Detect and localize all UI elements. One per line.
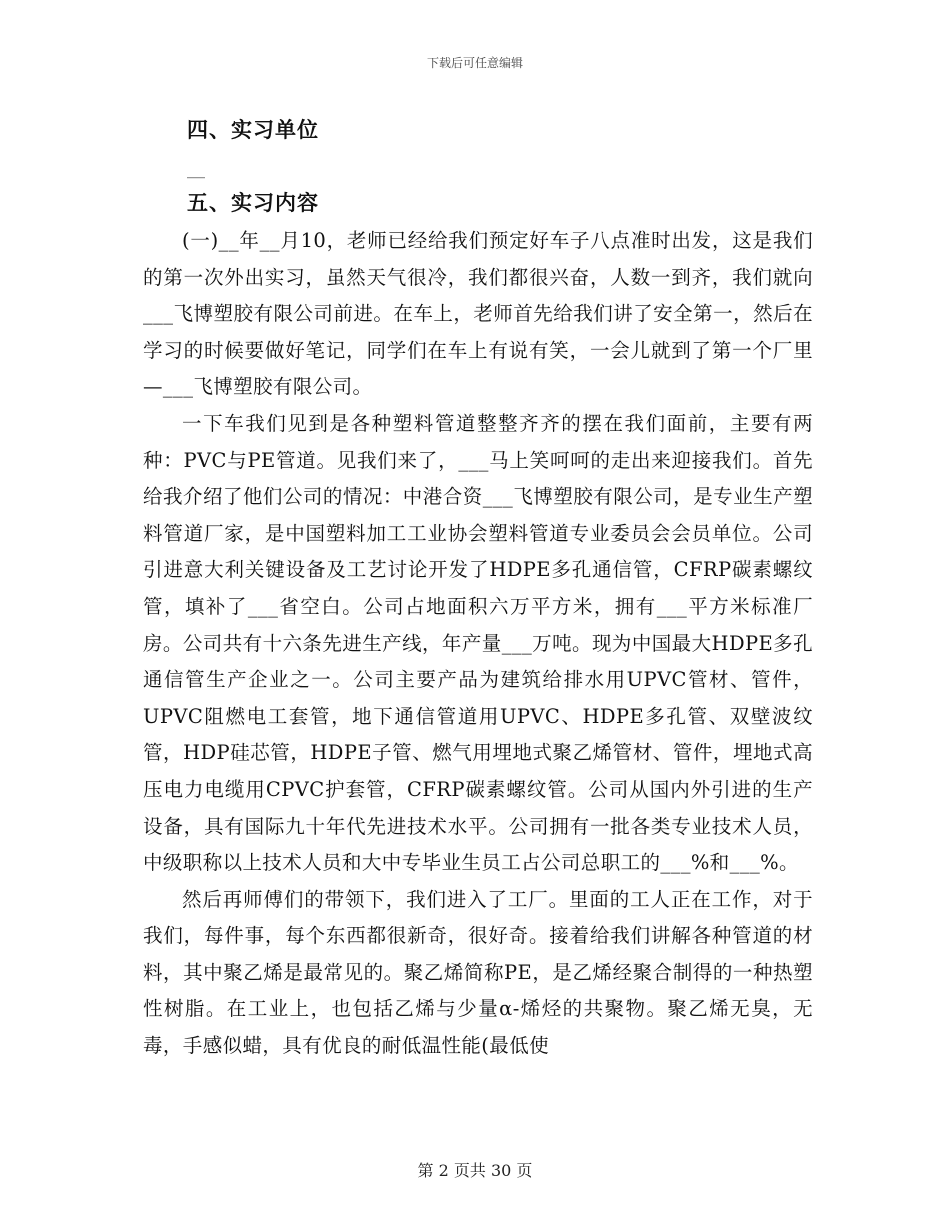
page-header-note: 下载后可任意编辑 xyxy=(426,56,523,70)
paragraph-factory-visit: 然后再师傅们的带领下，我们进入了工厂。里面的工人正在工作，对于我们，每件事，每个东西都很新奇，很好奇。接着给我们讲解各种管道的材料，其中聚乙烯是最常见的。聚乙烯简称PE，是乙烯经聚合制得的一种热塑性树脂。在工业上，也包括乙烯与少量α-烯烃的共聚物。聚乙烯无臭，无毒，手感似蜡，具有优良的耐低温性能(最低使 xyxy=(143,887,813,1058)
internship-unit-value: __ xyxy=(187,158,205,179)
paragraph-trip-departure: (一)__年__月10，老师已经给我们预定好车子八点准时出发，这是我们的第一次外出实习，虽然天气很冷，我们都很兴奋，人数一到齐，我们就向___飞博塑胶有限公司前进。在车上，老师首先给我们讲了安全第一，然后在学习的时候要做好笔记，同学们在车上有说有笑，一会儿就到了第一个厂里—___飞博塑胶有限公司。 xyxy=(143,229,813,399)
paragraph-company-intro: 一下车我们见到是各种塑料管道整整齐齐的摆在我们面前，主要有两种：PVC与PE管道。见我们来了，___马上笑呵呵的走出来迎接我们。首先给我介绍了他们公司的情况：中港合资___飞博塑胶有限公司，是专业生产塑料管道厂家，是中国塑料加工工业协会塑料管道专业委员会会员单位。公司引进意大利关键设备及工艺讨论开发了HDPE多孔通信管，CFRP碳素螺纹管，填补了___省空白。公司占地面积六万平方米，拥有___平方米标准厂房。公司共有十六条先进生产线，年产量___万吨。现为中国最大HDPE多孔通信管生产企业之一。公司主要产品为建筑给排水用UPVC管材、管件，UPVC阻燃电工套管，地下通信管道用UPVC、HDPE多孔管、双壁波纹管，HDP硅芯管，HDPE子管、燃气用埋地式聚乙烯管材、管件，埋地式高压电力电缆用CPVC护套管，CFRP碳素螺纹管。公司从国内外引进的生产设备，具有国际九十年代先进技术水平。公司拥有一批各类专业技术人员，中级职称以上技术人员和大中专毕业生员工占公司总职工的___%和___%。 xyxy=(143,411,813,875)
section-heading-internship-unit: 四、实习单位 xyxy=(187,117,319,142)
body-text xyxy=(143,223,813,1065)
section-heading-internship-content: 五、实习内容 xyxy=(187,190,319,215)
page-number-footer: 第 2 页共 30 页 xyxy=(417,1161,533,1180)
